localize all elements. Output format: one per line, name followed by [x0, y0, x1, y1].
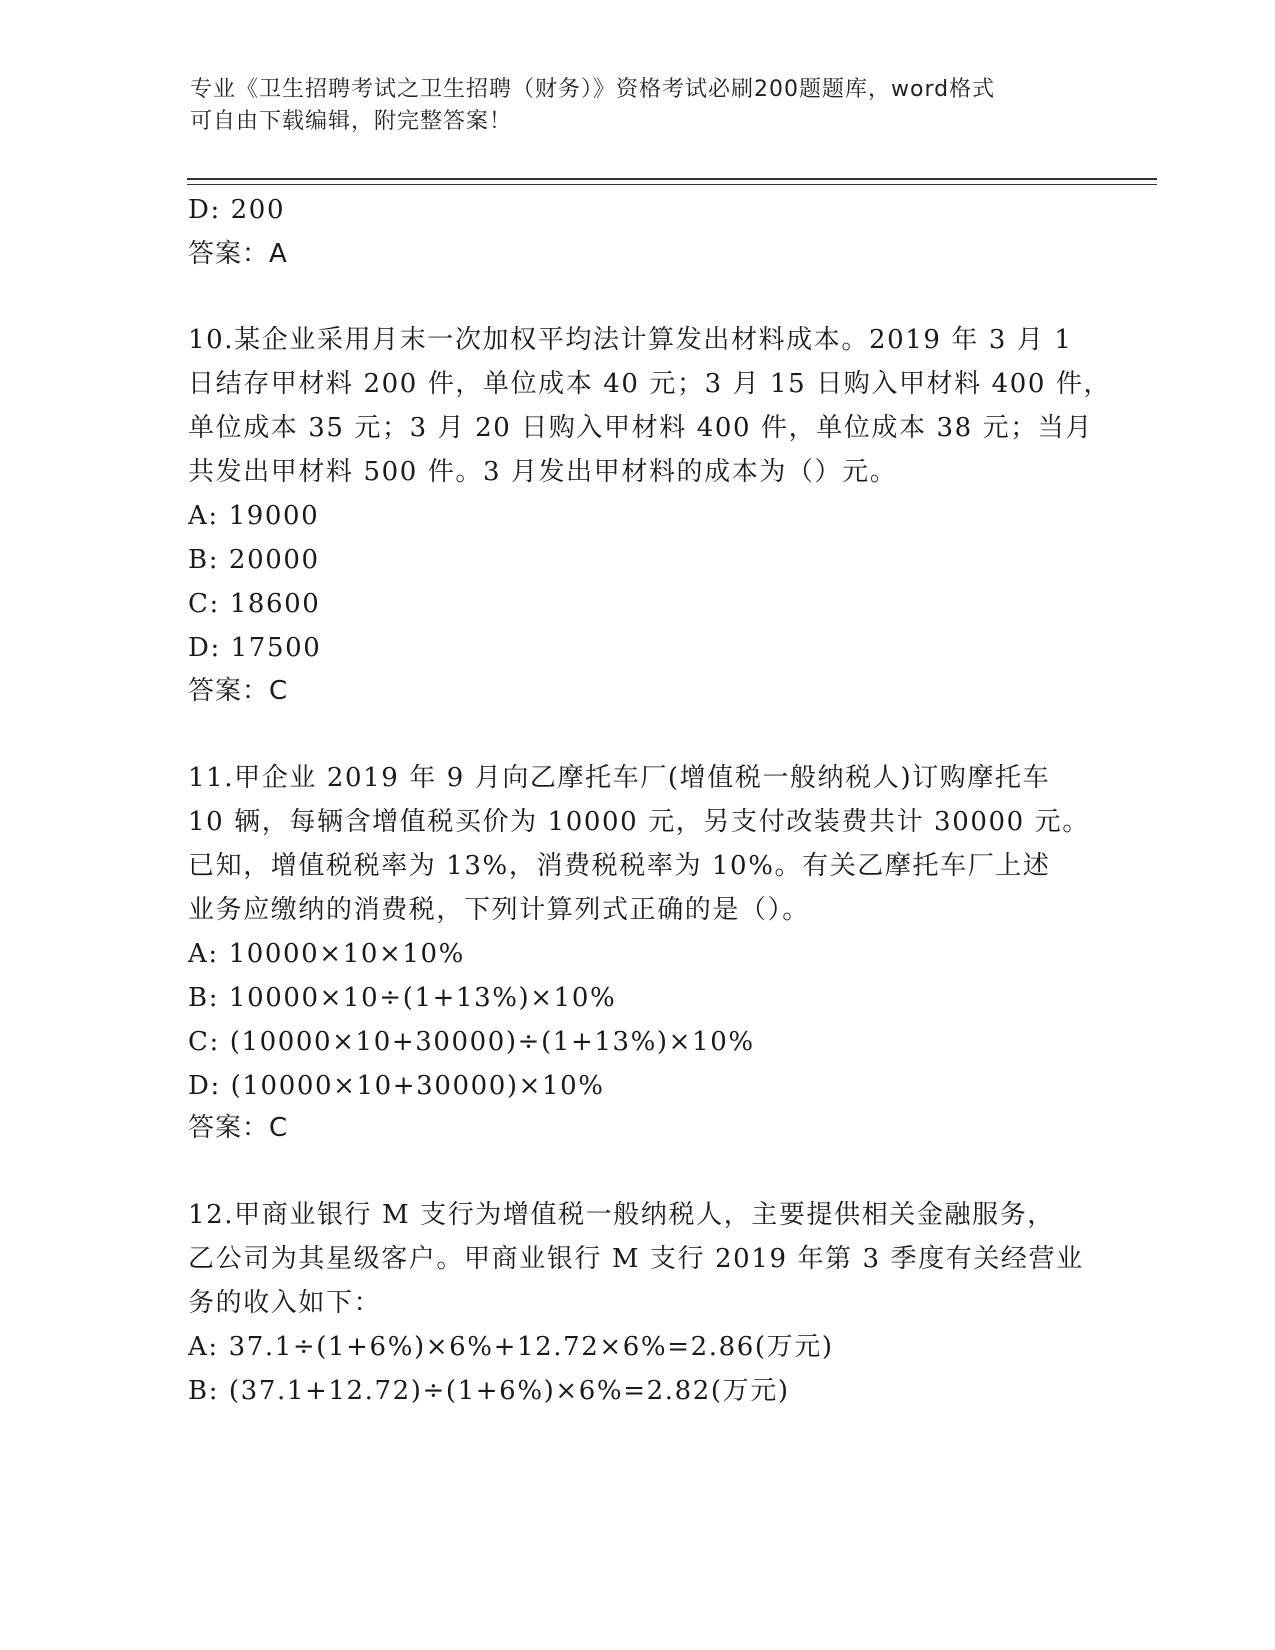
q12-stem-line-2: 乙公司为其星级客户。甲商业银行 M 支行 2019 年第 3 季度有关经营业 — [188, 1244, 1084, 1274]
q10-option-a: A: 19000 — [188, 501, 320, 531]
q12-stem-line-1: 12.甲商业银行 M 支行为增值税一般纳税人，主要提供相关金融服务， — [188, 1200, 1055, 1230]
header-title-line-1: 专业《卫生招聘考试之卫生招聘（财务）》资格考试必刷200题题库，word格式 — [190, 77, 996, 102]
q11-stem-line-2: 10 辆，每辆含增值税买价为 10000 元，另支付改装费共计 30000 元。 — [188, 807, 1090, 837]
prev-option-d: D: 200 — [188, 195, 286, 225]
q12-option-a: A: 37.1÷(1+6%)×6%+12.72×6%=2.86(万元) — [188, 1332, 834, 1362]
q10-answer: 答案：C — [188, 676, 289, 706]
header-divider-thin — [187, 184, 1157, 185]
page-header — [190, 74, 1070, 138]
q10-option-c: C: 18600 — [188, 589, 321, 619]
q11-option-b: B: 10000×10÷(1+13%)×10% — [188, 983, 617, 1013]
q10-stem-line-3: 单位成本 35 元；3 月 20 日购入甲材料 400 件，单位成本 38 元；当月 — [188, 413, 1094, 443]
q11-option-d: D: (10000×10+30000)×10% — [188, 1071, 605, 1101]
q11-stem-line-1: 11.甲企业 2019 年 9 月向乙摩托车厂(增值税一般纳税人)订购摩托车 — [188, 763, 1051, 793]
q10-option-d: D: 17500 — [188, 633, 322, 663]
q12-stem-line-3: 务的收入如下： — [188, 1288, 382, 1318]
q11-option-a: A: 10000×10×10% — [188, 939, 465, 969]
header-divider-thick — [187, 178, 1157, 180]
q11-stem-line-3: 已知，增值税税率为 13%，消费税税率为 10%。有关乙摩托车厂上述 — [188, 851, 1051, 881]
q10-stem-line-4: 共发出甲材料 500 件。3 月发出甲材料的成本为（）元。 — [188, 457, 898, 487]
header-title-line-2: 可自由下载编辑，附完整答案！ — [190, 109, 513, 134]
q10-stem-line-2: 日结存甲材料 200 件，单位成本 40 元；3 月 15 日购入甲材料 400 件， — [188, 369, 1112, 399]
prev-answer: 答案：A — [188, 239, 288, 269]
q10-stem-line-1: 10.某企业采用月末一次加权平均法计算发出材料成本。2019 年 3 月 1 — [188, 325, 1073, 355]
q11-option-c: C: (10000×10+30000)÷(1+13%)×10% — [188, 1027, 755, 1057]
q11-stem-line-4: 业务应缴纳的消费税，下列计算列式正确的是（）。 — [188, 895, 810, 925]
q11-answer: 答案：C — [188, 1113, 289, 1143]
q12-option-b: B: (37.1+12.72)÷(1+6%)×6%=2.82(万元) — [188, 1376, 790, 1406]
q10-option-b: B: 20000 — [188, 545, 320, 575]
